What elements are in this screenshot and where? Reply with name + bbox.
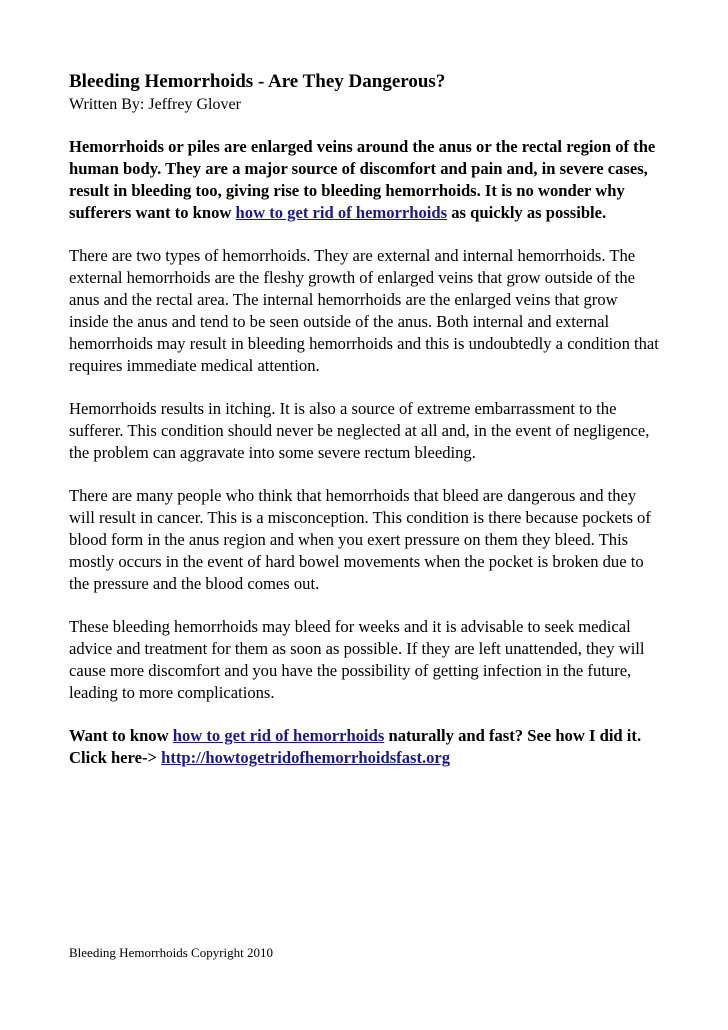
paragraph-advice: These bleeding hemorrhoids may bleed for weeks and it is advisable to seek medical advice and treatment for them as soon as possible. If they are left unattended, they will cause more discomfort and you have the possibility of getting infection in the future, leading to more complications. — [69, 617, 645, 702]
intro-link[interactable]: how to get rid of hemorrhoids — [235, 203, 448, 222]
cta-paragraph — [69, 725, 659, 769]
document-page — [69, 70, 659, 790]
author-byline: Written By: Jeffrey Glover — [69, 96, 241, 113]
paragraph-misconception: There are many people who think that hemorrhoids that bleed are dangerous and they will result in cancer. This is a misconception. This condition is there because pockets of blood form in the anus region and when you exert pressure on them they bleed. This mostly occurs in the event of hard bowel movements when the pocket is broken due to the pressure and the blood comes out. — [69, 486, 651, 593]
intro-text: Hemorrhoids or piles are enlarged veins around the anus or the rectal region of the human body. They are a major source of discomfort and pain and, in severe cases, result in bleeding too, giving rise to bleeding hemorrhoids. It is no wonder why sufferers want to know — [69, 137, 656, 222]
intro-text-end: as quickly as possible. — [447, 203, 607, 222]
cta-url-link[interactable]: http://howtogetridofhemorrhoidsfast.org — [161, 748, 451, 767]
cta-text: Want to know — [69, 726, 173, 745]
cta-link[interactable]: how to get rid of hemorrhoids — [172, 726, 385, 745]
page-footer: Bleeding Hemorrhoids Copyright 2010 — [69, 945, 274, 960]
cta-text-middle: naturally and fast? See how I did it. Click here-> — [69, 726, 642, 767]
paragraph-itching: Hemorrhoids results in itching. It is also a source of extreme embarrassment to the sufferer. This condition should never be neglected at all and, in the event of negligence, the problem can aggravate into some severe rectum bleeding. — [69, 399, 650, 462]
document-title: Bleeding Hemorrhoids - Are They Dangerous? — [69, 71, 446, 92]
paragraph-types: There are two types of hemorrhoids. They are external and internal hemorrhoids. The external hemorrhoids are the fleshy growth of enlarged veins that grow outside of the anus and the rectal area. The internal hemorrhoids are the enlarged veins that grow inside the anus and tend to be seen outside of the anus. Both internal and external hemorrhoids may result in bleeding hemorrhoids and this is undoubtedly a condition that requires immediate medical attention. — [69, 246, 659, 375]
intro-paragraph — [69, 136, 659, 224]
